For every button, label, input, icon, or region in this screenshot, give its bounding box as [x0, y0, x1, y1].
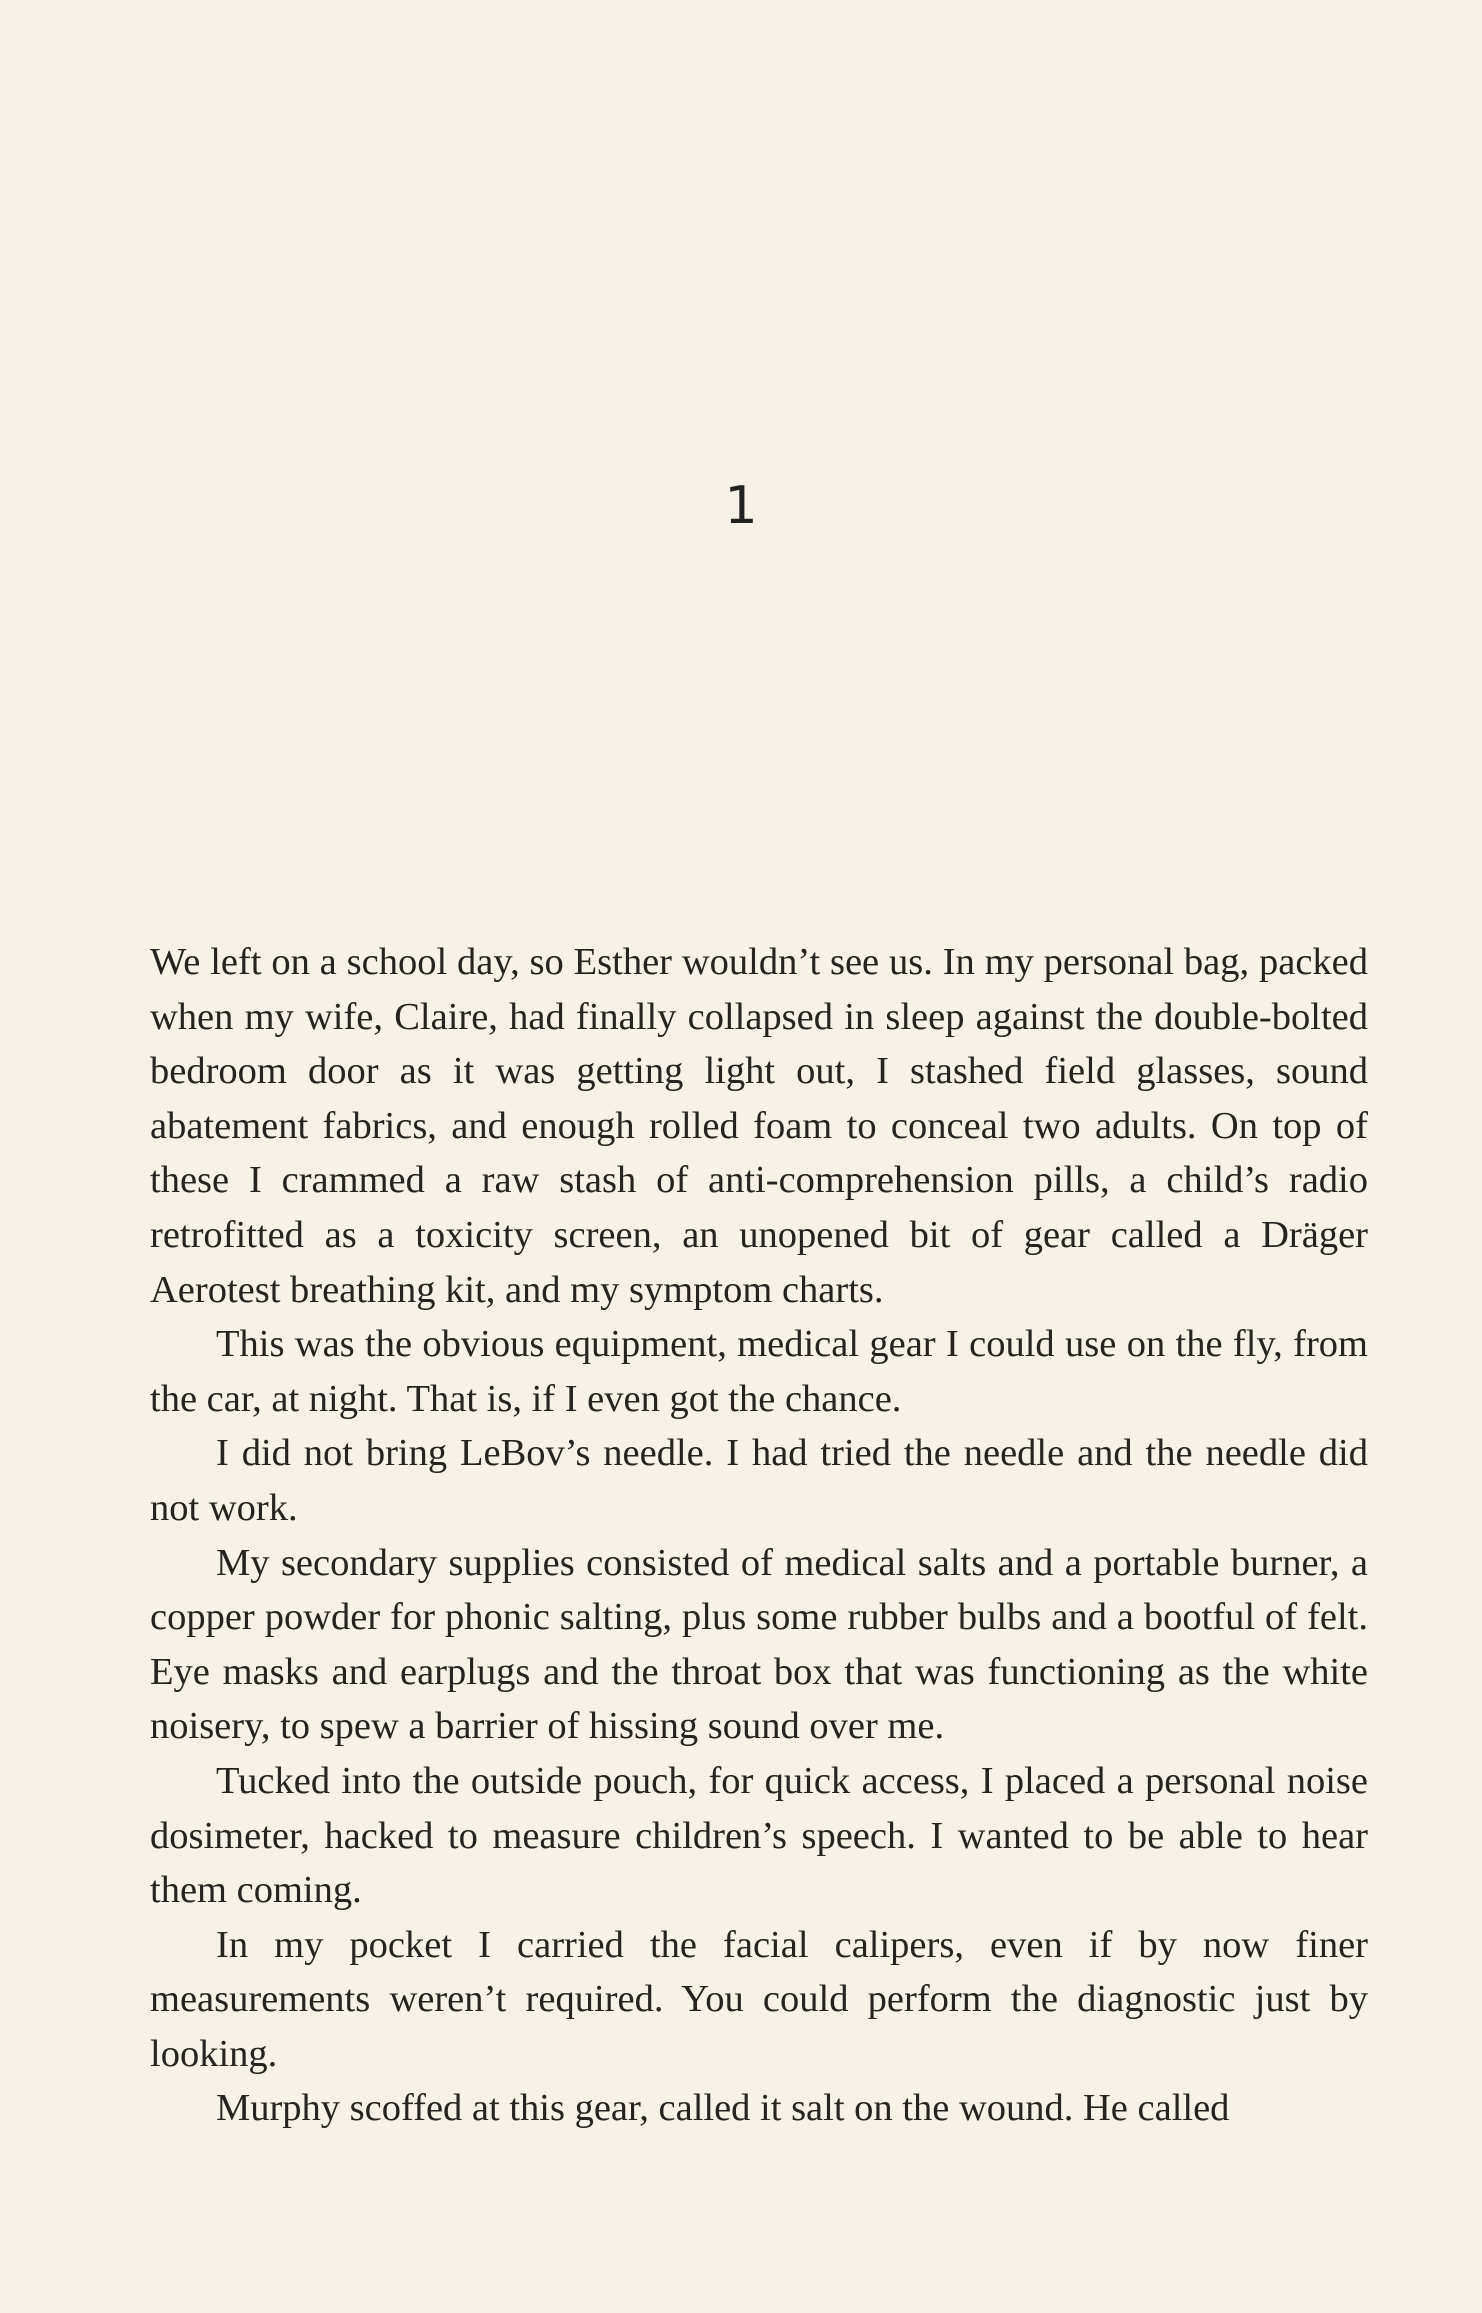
paragraph-1: We left on a school day, so Esther wouldn’t see us. In my personal bag, packed when my wife, Claire, had finally collapsed in sleep against the double-bolted bedroom door as it was getting light out, I stashed field glasses, sound abatement fabrics, and enough rolled foam to conceal two adults. On top of these I crammed a raw stash of anti-comprehension pills, a child’s radio retrofitted as a toxicity screen, an unopened bit of gear called a Dräger Aerotest breathing kit, and my symptom charts.	[150, 941, 1368, 1311]
chapter-number: 1	[724, 476, 758, 536]
chapter-body-text	[150, 935, 1368, 2136]
paragraph-5: Tucked into the outside pouch, for quick access, I placed a personal noise dosimeter, hacked to measure children’s speech. I wanted to be able to hear them coming.	[150, 1759, 1368, 1912]
paragraph-2: This was the obvious equipment, medical gear I could use on the fly, from the car, at night. That is, if I even got the chance.	[150, 1323, 1368, 1420]
paragraph-7: Murphy scoffed at this gear, called it salt on the wound. He called	[216, 2087, 1230, 2130]
paragraph-4: My secondary supplies consisted of medical salts and a portable burner, a copper powder for phonic salting, plus some rubber bulbs and a bootful of felt. Eye masks and earplugs and the throat box that was functioning as the white noisery, to spew a barrier of hissing sound over me.	[150, 1541, 1368, 1748]
paragraph-6: In my pocket I carried the facial calipers, even if by now finer measurements weren’t required. You could perform the diagnostic just by looking.	[150, 1923, 1368, 2075]
paragraph-3: I did not bring LeBov’s needle. I had tried the needle and the needle did not work.	[150, 1432, 1368, 1529]
